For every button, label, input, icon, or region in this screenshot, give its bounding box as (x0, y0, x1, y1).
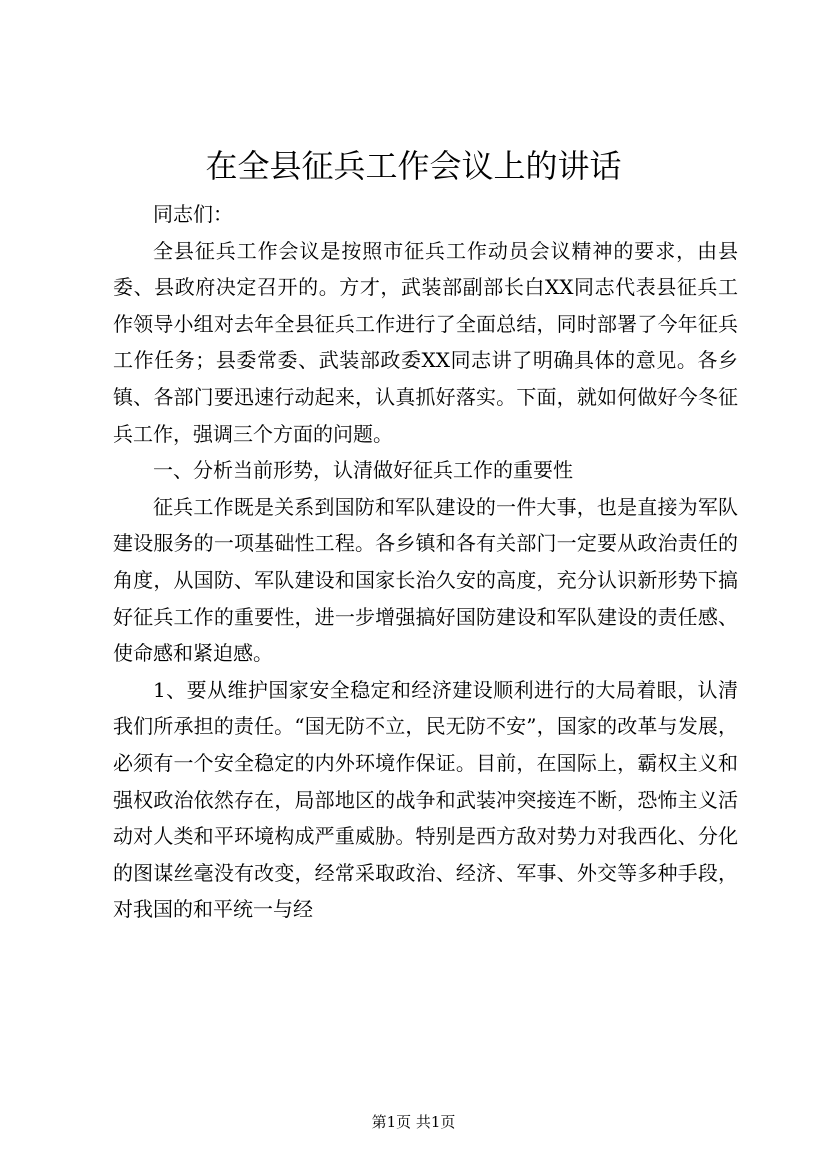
paragraph-point-1: 1、要从维护国家安全稳定和经济建设顺利进行的大局着眼，认清我们所承担的责任。“国无防不立，民无防不安”，国家的改革与发展，必须有一个安全稳定的内外环境作保证。目前，在国际上，霸权主义和强权政治依然存在，局部地区的战争和武装冲突接连不断，恐怖主义活动对人类和平环境构成严重威胁。特别是西方敌对势力对我西化、分化的图谋丝毫没有改变，经常采取政治、经济、军事、外交等多种手段，对我国的和平统一与经 (113, 677, 738, 922)
document-title: 在全县征兵工作会议上的讲话 (205, 147, 622, 185)
document-body (113, 196, 738, 928)
page-footer: 第1页 共1页 (371, 1113, 456, 1131)
paragraph-intro: 全县征兵工作会议是按照市征兵工作动员会议精神的要求，由县委、县政府决定召开的。方才，武装部副部长白XX同志代表县征兵工作领导小组对去年全县征兵工作进行了全面总结，同时部署了今年征兵工作任务；县委常委、武装部政委XX同志讲了明确具体的意见。各乡镇、各部门要迅速行动起来，认真抓好落实。下面，就如何做好今冬征兵工作，强调三个方面的问题。 (113, 238, 738, 446)
paragraph-section-1: 征兵工作既是关系到国防和军队建设的一件大事，也是直接为军队建设服务的一项基础性工程。各乡镇和各有关部门一定要从政治责任的角度，从国防、军队建设和国家长治久安的高度，充分认识新形势下搞好征兵工作的重要性，进一步增强搞好国防建设和军队建设的责任感、使命感和紧迫感。 (113, 494, 738, 666)
section-heading-1: 一、分析当前形势，认清做好征兵工作的重要性 (153, 458, 573, 483)
paragraph-salutation: 同志们： (153, 202, 233, 226)
